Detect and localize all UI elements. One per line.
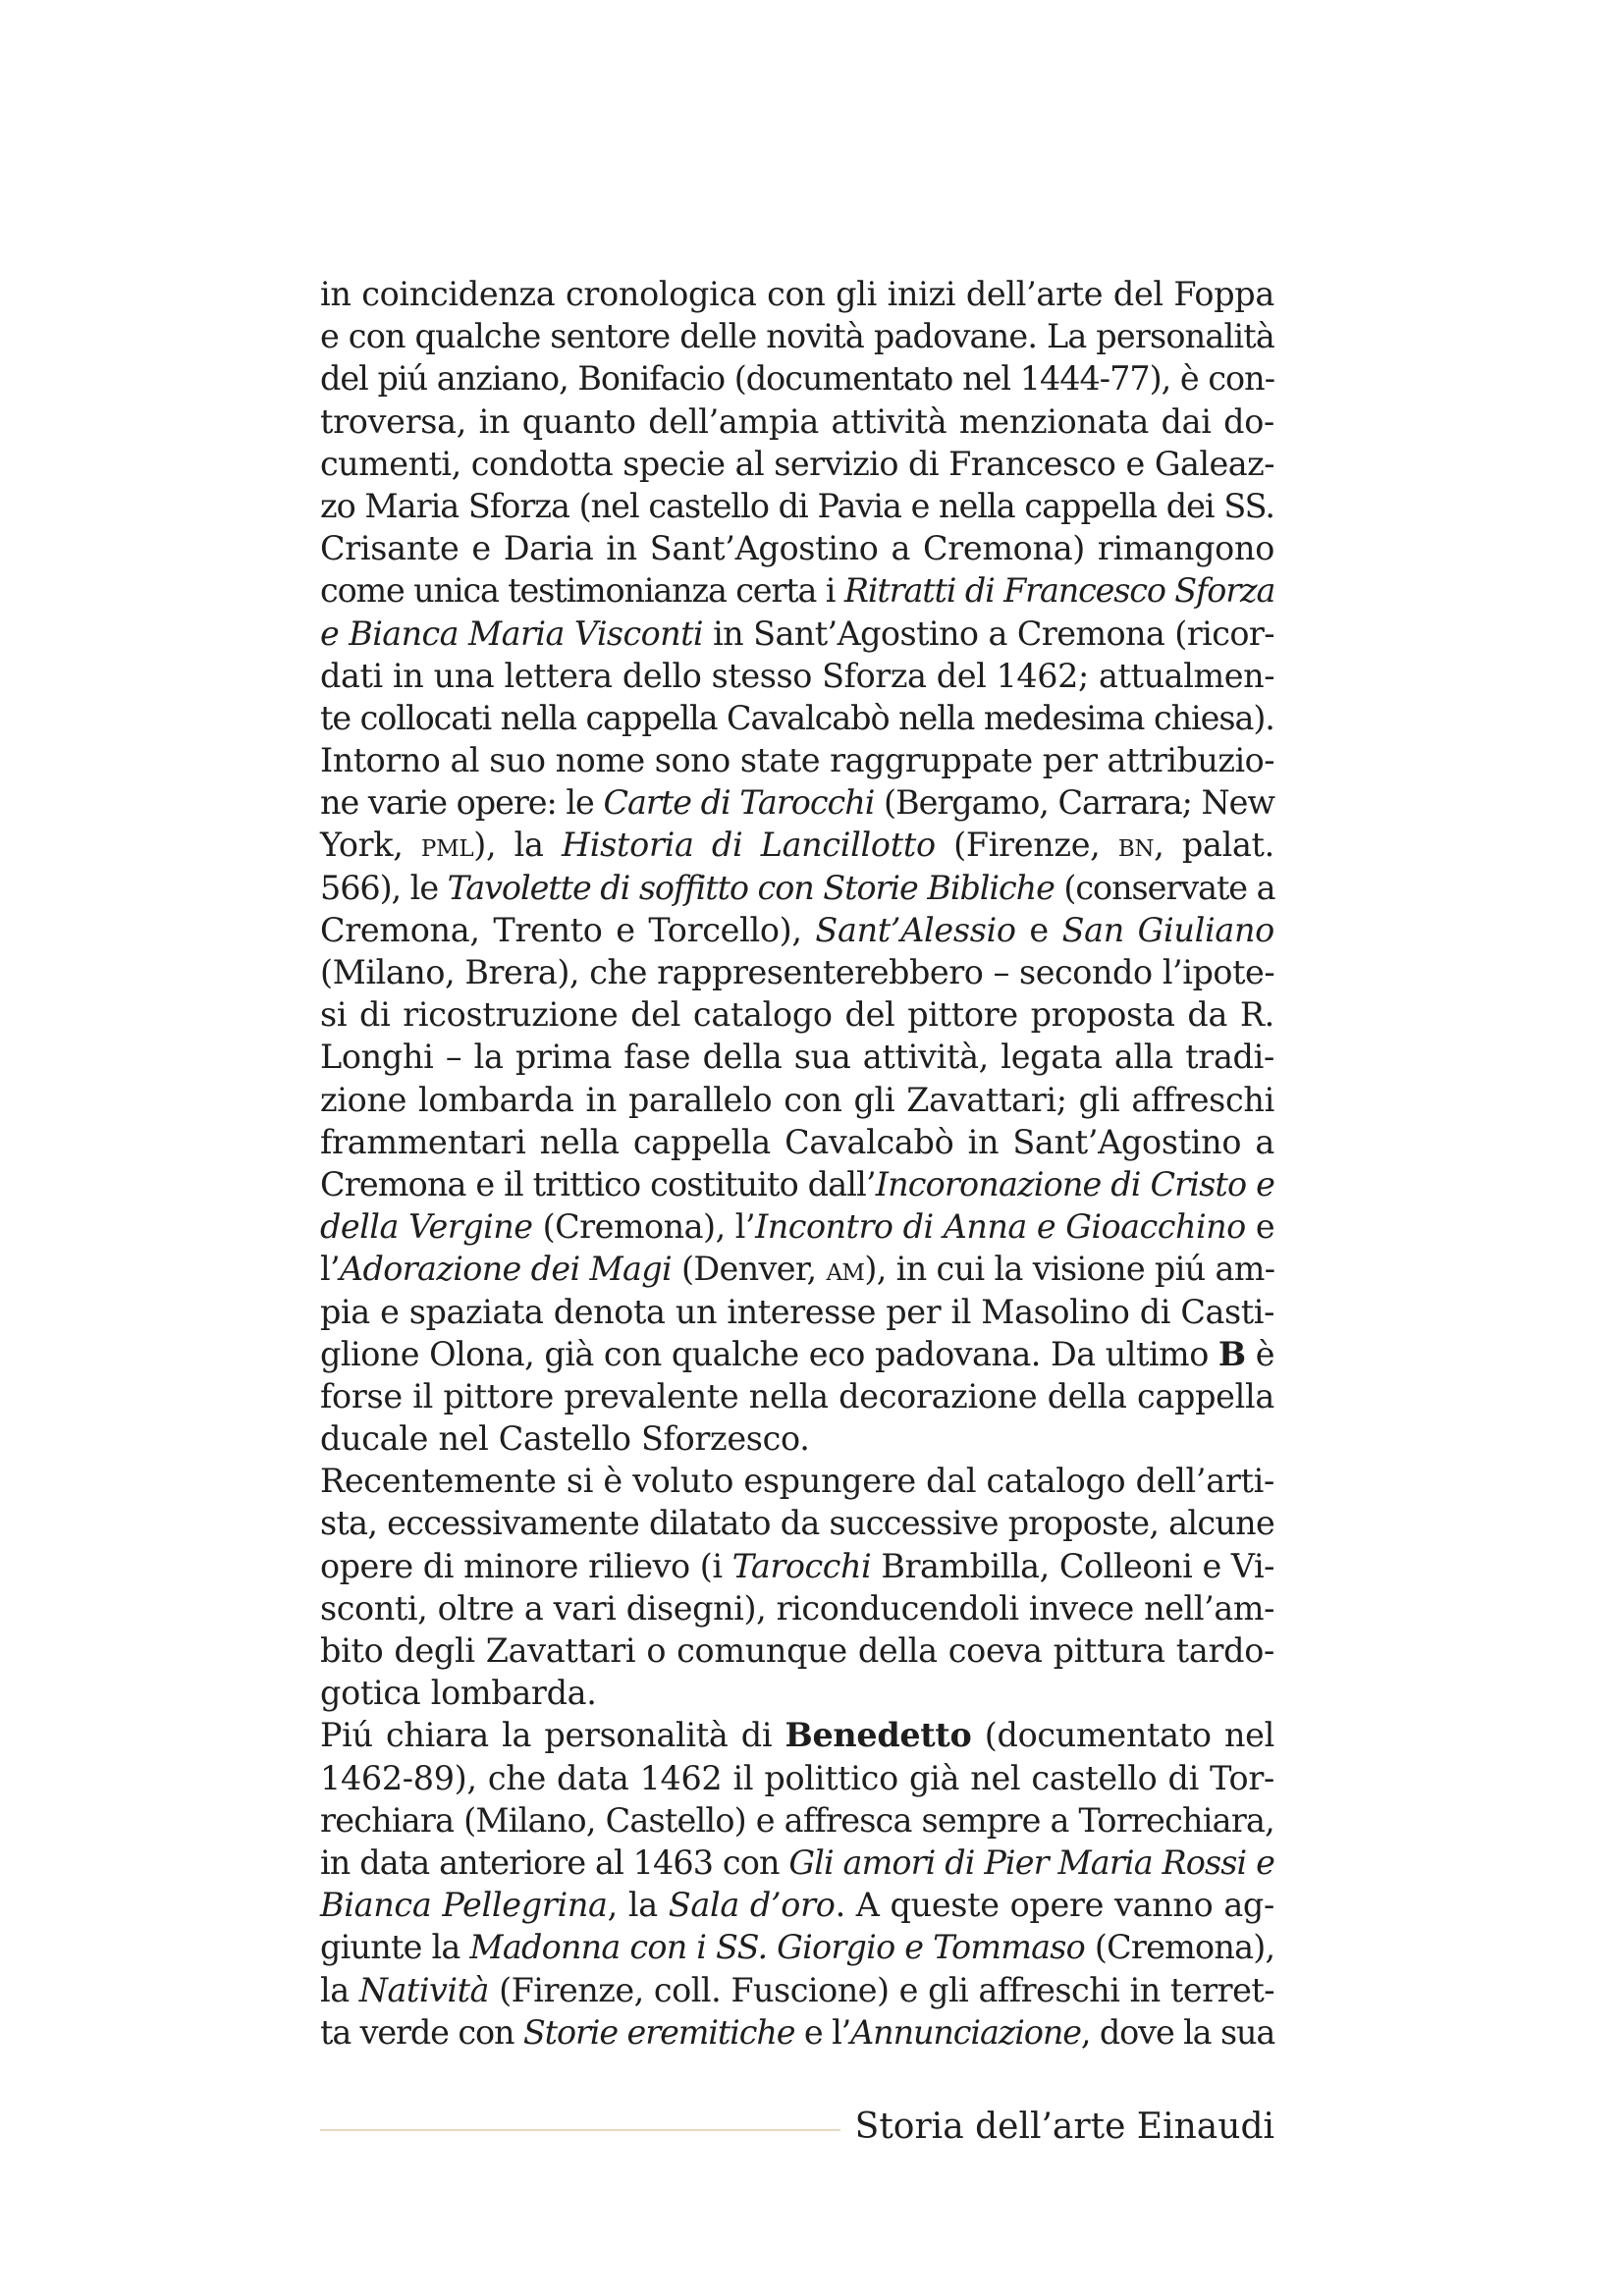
text-line — [320, 400, 1274, 443]
text-line — [320, 867, 1274, 909]
abbreviation: pml — [420, 826, 474, 865]
text-line — [320, 1205, 1274, 1248]
text-run: e l’ — [794, 2012, 851, 2052]
text-line — [320, 1375, 1274, 1417]
bold-name: Benedetto — [784, 1716, 972, 1755]
text-line — [320, 739, 1274, 781]
text-line — [320, 1714, 1274, 1756]
text-line — [320, 655, 1274, 697]
text-run: (Firenze, coll. Fuscione) e gli affreschi in terret- — [488, 1970, 1275, 2009]
body-text — [320, 273, 1274, 2054]
bold-name: B — [1217, 1334, 1246, 1373]
text-run: pia e spaziata denota un interesse per il Masolino di Casti- — [320, 1292, 1274, 1331]
text-line — [320, 1502, 1274, 1544]
text-line — [320, 697, 1274, 739]
text-run: , dove la sua — [1080, 2012, 1275, 2052]
text-run: cumenti, condotta specie al servizio di Francesco e Galeaz- — [320, 444, 1274, 483]
text-run: troversa, in quanto dell’ampia attività menzionata dai do- — [320, 401, 1274, 441]
text-run: Crisante e Daria in Sant’Agostino a Cremona) rimangono — [320, 529, 1274, 568]
text-line — [320, 781, 1274, 824]
text-line — [320, 993, 1274, 1036]
text-line — [320, 273, 1274, 315]
text-run: ), la — [473, 826, 562, 865]
text-run: (Milano, Brera), che rappresenterebbero – secondo l’ipote- — [320, 953, 1275, 991]
text-run: (Cremona), — [1085, 1928, 1275, 1967]
text-run: zione lombarda in parallelo con gli Zavattari; gli affreschi — [320, 1080, 1274, 1119]
text-run: sta, eccessivamente dilatato da successive proposte, alcune — [320, 1504, 1274, 1543]
italic-title: Storie eremitiche — [522, 2012, 795, 2052]
text-run: opere di minore rilievo (i — [320, 1546, 732, 1585]
text-run: (conservate a — [1054, 868, 1275, 907]
text-run: e con qualche sentore delle novità padovane. La personalità — [320, 317, 1275, 356]
text-run: 566), le — [320, 868, 448, 907]
text-line — [320, 1291, 1274, 1333]
text-line — [320, 1036, 1274, 1078]
italic-title: Gli amori di Pier Maria Rossi e — [788, 1842, 1274, 1882]
text-line — [320, 1884, 1274, 1926]
text-line — [320, 824, 1274, 866]
text-line — [320, 569, 1274, 612]
text-run: . A queste opere vanno ag- — [835, 1886, 1274, 1925]
text-line — [320, 315, 1274, 357]
italic-title: della Vergine — [320, 1207, 533, 1247]
italic-title: e Bianca Maria Visconti — [320, 614, 704, 653]
text-run: l’ — [320, 1250, 341, 1289]
text-line — [320, 909, 1274, 951]
abbreviation: am — [826, 1250, 865, 1289]
text-line — [320, 951, 1274, 993]
text-line — [320, 1969, 1274, 2011]
text-run: Recentemente si è voluto espungere dal catalogo dell’arti- — [320, 1462, 1274, 1501]
text-line — [320, 357, 1274, 400]
text-run: Cremona e il trittico costituito dall’ — [320, 1164, 876, 1203]
text-run: (documentato nel — [971, 1716, 1274, 1755]
text-run: (Denver, — [672, 1250, 827, 1289]
text-run: ta verde con — [320, 2012, 523, 2052]
text-line — [320, 443, 1274, 485]
italic-title: Annunciazione — [850, 2012, 1081, 2052]
text-run: forse il pittore prevalente nella decorazione della cappella — [320, 1376, 1274, 1415]
text-line — [320, 2011, 1274, 2054]
italic-title: Sant’Alessio — [815, 910, 1016, 949]
text-run: in coincidenza cronologica con gli inizi dell’arte del Foppa — [320, 275, 1274, 313]
text-line — [320, 1842, 1274, 1884]
text-run: come unica testimonianza certa i — [320, 571, 844, 611]
text-line — [320, 527, 1274, 569]
text-line — [320, 1629, 1274, 1672]
text-line — [320, 1163, 1274, 1205]
text-run: ), in cui la visione piú am- — [864, 1250, 1275, 1289]
text-run: in Sant’Agostino a Cremona (ricor- — [703, 614, 1274, 653]
text-run: rechiara (Milano, Castello) e affresca sempre a Torrechiara, — [320, 1800, 1274, 1840]
italic-title: Tarocchi — [731, 1546, 872, 1585]
text-run: Cremona, Trento e Torcello), — [320, 910, 816, 949]
text-line — [320, 1121, 1274, 1163]
text-run: giunte la — [320, 1928, 470, 1967]
text-run: frammentari nella cappella Cavalcabò in Sant’Agostino a — [320, 1122, 1274, 1161]
italic-title: Madonna con i SS. Giorgio e Tommaso — [469, 1928, 1086, 1967]
abbreviation: bn — [1117, 826, 1155, 865]
text-run: , la — [607, 1886, 669, 1925]
text-run: Piú chiara la personalità di — [320, 1716, 785, 1755]
text-run: e — [1245, 1207, 1275, 1247]
text-run: ducale nel Castello Sforzesco. — [320, 1419, 810, 1459]
footer-rule — [320, 2129, 840, 2131]
text-run: del piú anziano, Bonifacio (documentato nel 1444-77), è con- — [320, 359, 1274, 399]
text-run: e — [1015, 910, 1062, 949]
italic-title: Natività — [358, 1970, 489, 2009]
text-run: (Bergamo, Carrara; New — [874, 783, 1274, 823]
text-run: si di ricostruzione del catalogo del pittore proposta da R. — [320, 995, 1274, 1035]
text-line — [320, 1757, 1274, 1799]
text-run: (Firenze, — [935, 826, 1118, 865]
italic-title: Ritratti di Francesco Sforza — [843, 571, 1275, 611]
italic-title: Carte di Tarocchi — [603, 783, 875, 823]
italic-title: Historia di Lancillotto — [561, 826, 936, 865]
italic-title: Adorazione dei Magi — [340, 1250, 673, 1289]
italic-title: Bianca Pellegrina — [320, 1886, 608, 1925]
text-line — [320, 1799, 1274, 1842]
text-line — [320, 1460, 1274, 1502]
text-line — [320, 1926, 1274, 1968]
text-line — [320, 1248, 1274, 1290]
text-run: è — [1245, 1334, 1274, 1373]
text-run: Brambilla, Colleoni e Vi- — [871, 1546, 1274, 1585]
text-run: York, — [320, 826, 421, 865]
italic-title: Incontro di Anna e Gioacchino — [755, 1207, 1246, 1247]
text-line — [320, 613, 1274, 655]
text-run: ne varie opere: le — [320, 783, 604, 823]
text-run: (Cremona), l’ — [532, 1207, 756, 1247]
text-run: bito degli Zavattari o comunque della coeva pittura tardo- — [320, 1631, 1274, 1670]
text-run: zo Maria Sforza (nel castello di Pavia e nella cappella dei SS. — [320, 486, 1274, 525]
text-run: dati in una lettera dello stesso Sforza del 1462; attualmen- — [320, 656, 1275, 695]
text-run: in data anteriore al 1463 con — [320, 1842, 789, 1882]
text-run: la — [320, 1970, 359, 2009]
text-run: te collocati nella cappella Cavalcabò nella medesima chiesa). — [320, 698, 1274, 737]
text-run: , palat. — [1154, 826, 1274, 865]
footer-title: Storia dell’arte Einaudi — [854, 2107, 1274, 2147]
italic-title: San Giuliano — [1061, 910, 1274, 949]
text-run: gotica lombarda. — [320, 1674, 597, 1713]
text-run: glione Olona, già con qualche eco padovana. Da ultimo — [320, 1334, 1218, 1373]
text-run: sconti, oltre a vari disegni), riconducendoli invece nell’am- — [320, 1588, 1274, 1628]
text-run: Intorno al suo nome sono state raggruppate per attribuzio- — [320, 741, 1275, 780]
italic-title: Tavolette di soffitto con Storie Bibliche — [447, 868, 1055, 907]
text-line — [320, 1672, 1274, 1714]
text-run: 1462-89), che data 1462 il polittico già nel castello di Tor- — [320, 1758, 1274, 1797]
text-line — [320, 1333, 1274, 1375]
text-line — [320, 485, 1274, 527]
text-line — [320, 1417, 1274, 1460]
text-line — [320, 1587, 1274, 1629]
text-run: Longhi – la prima fase della sua attività, legata alla tradi- — [320, 1038, 1274, 1077]
text-line — [320, 1545, 1274, 1587]
italic-title: Sala d’oro — [668, 1886, 836, 1925]
text-line — [320, 1079, 1274, 1121]
italic-title: Incoronazione di Cristo e — [875, 1164, 1275, 1203]
